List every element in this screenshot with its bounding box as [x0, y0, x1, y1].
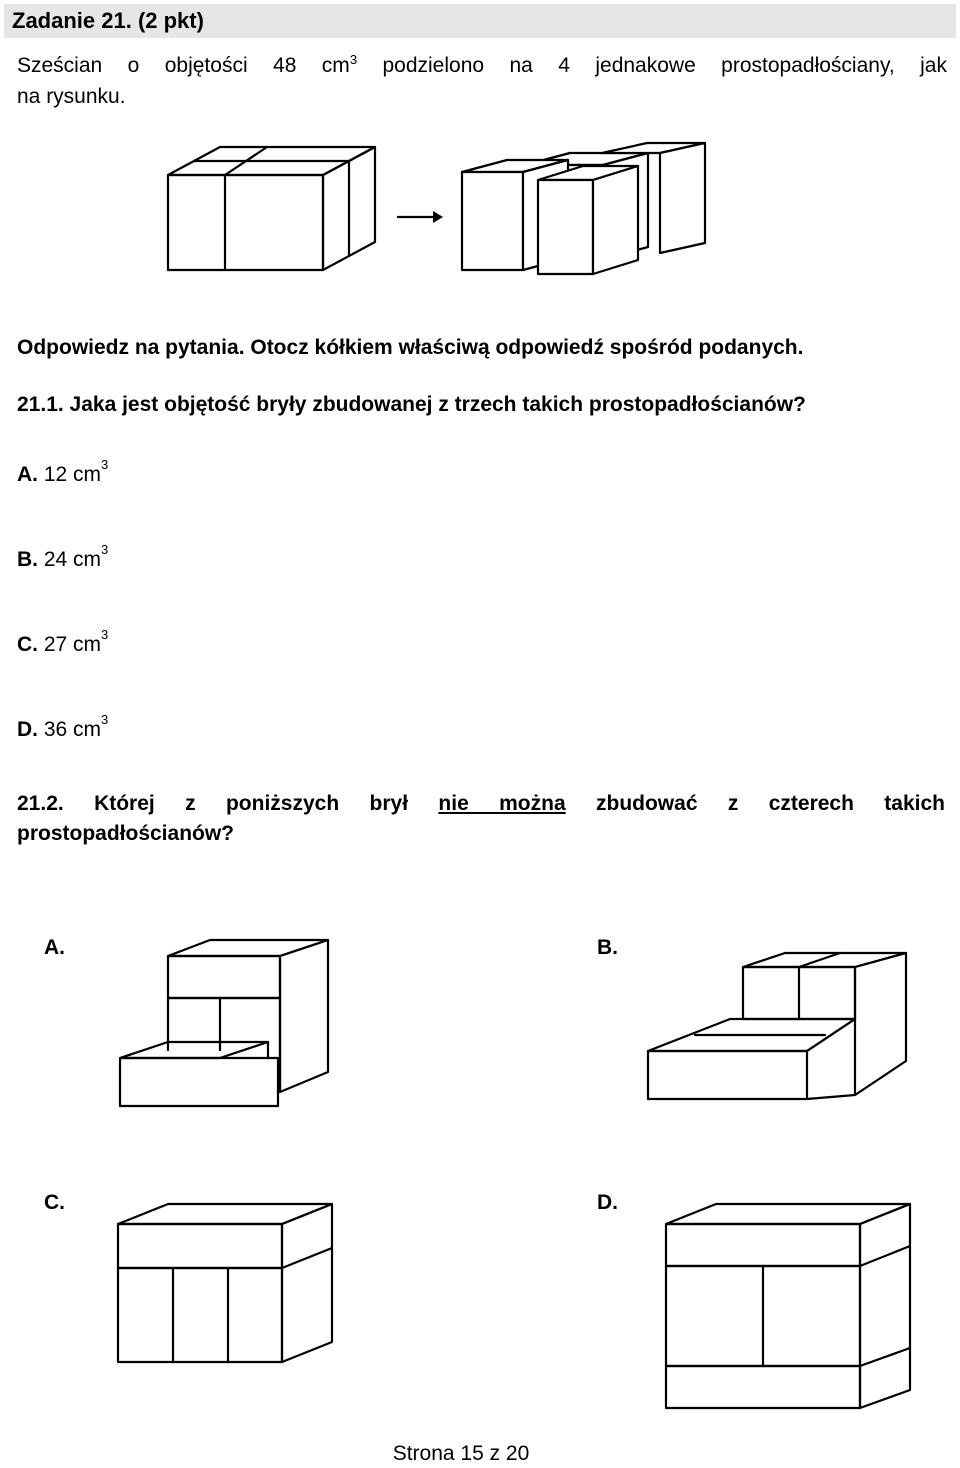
option-sup: 3	[101, 542, 109, 557]
option-letter: B.	[17, 548, 38, 571]
instruction-text: Odpowiedz na pytania. Otocz kółkiem właściwą odpowiedź spośród podanych.	[17, 336, 804, 359]
figure-label-c[interactable]: C.	[44, 1191, 65, 1214]
option-letter: A.	[17, 463, 38, 486]
separated-cuboids-drawing	[462, 143, 705, 274]
question-21-1: 21.1. Jaka jest objętość bryły zbudowanej z trzech takich prostopadłościanów?	[17, 393, 806, 416]
intro-text-a: Sześcian o objętości 48 cm	[17, 54, 350, 77]
arrow-icon	[398, 211, 443, 223]
option-letter: D.	[17, 718, 38, 741]
cube-split-figure	[150, 135, 720, 280]
figure-label-d[interactable]: D.	[597, 1191, 618, 1214]
question-21-2	[17, 792, 945, 816]
option-sup: 3	[101, 712, 109, 727]
task-title: Zadanie 21. (2 pkt)	[12, 8, 204, 33]
intro-line-2: na rysunku.	[17, 85, 126, 108]
option-sup: 3	[101, 627, 109, 642]
option-value: 12 cm	[38, 463, 102, 486]
answer-option-b[interactable]	[17, 542, 109, 572]
intro-text-b: podzielono na 4 jednakowe prostopadłościany, jak	[357, 54, 947, 77]
question-21-2-part1: 21.2. Której z poniższych brył	[17, 792, 439, 815]
intro-line-1	[17, 52, 947, 80]
intro-sup: 3	[349, 52, 358, 67]
answer-option-a[interactable]	[17, 457, 109, 487]
question-21-2-part2: zbudować z czterech takich	[565, 792, 945, 815]
figure-label-b[interactable]: B.	[597, 936, 618, 959]
whole-cube-drawing	[168, 147, 375, 270]
answer-option-d[interactable]	[17, 712, 109, 742]
option-sup: 3	[101, 457, 109, 472]
answer-option-c[interactable]	[17, 627, 109, 657]
solid-figure-c[interactable]	[112, 1190, 337, 1370]
option-value: 27 cm	[38, 633, 102, 656]
question-21-2-line2: prostopadłościanów?	[17, 822, 235, 845]
option-value: 36 cm	[38, 718, 102, 741]
solid-figure-a[interactable]	[110, 930, 340, 1110]
option-value: 24 cm	[38, 548, 102, 571]
page-number: Strona 15 z 20	[392, 1442, 530, 1465]
option-letter: C.	[17, 633, 38, 656]
figure-label-a[interactable]: A.	[44, 936, 65, 959]
question-21-2-emphasis: nie można	[438, 792, 566, 815]
solid-figure-d[interactable]	[660, 1190, 920, 1415]
solid-figure-b[interactable]	[640, 945, 920, 1105]
